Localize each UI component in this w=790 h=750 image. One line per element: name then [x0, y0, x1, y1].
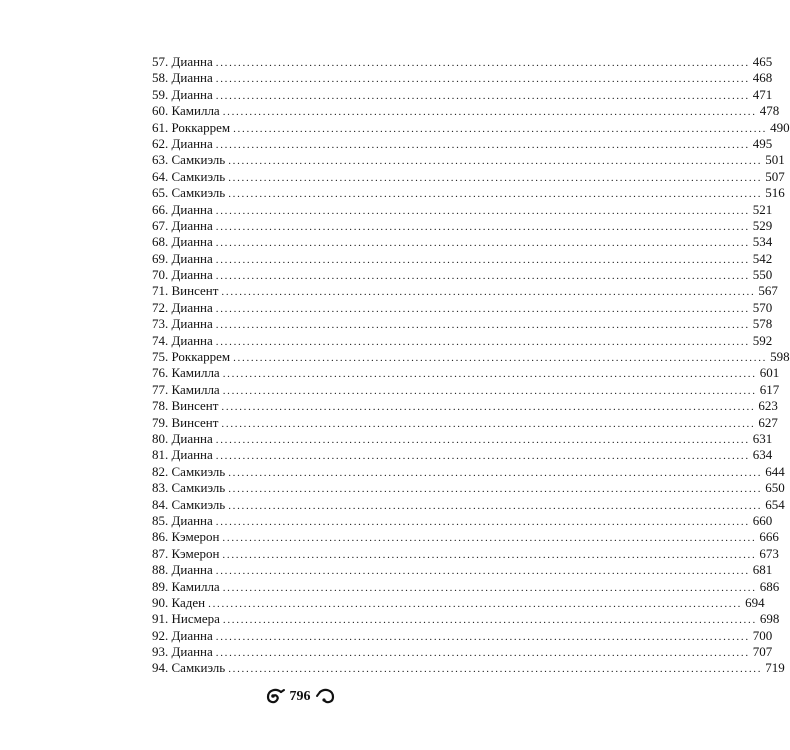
chapter-number: 66. — [152, 201, 169, 217]
page-footer — [0, 688, 600, 706]
toc-entry-label — [152, 169, 228, 185]
dot-leader: ........................................................................................................................ — [222, 581, 757, 594]
dot-leader: ........................................................................................................................ — [228, 466, 763, 479]
toc-entry-label — [152, 234, 216, 250]
chapter-number: 58. — [152, 70, 169, 86]
chapter-page-number: 592 — [752, 332, 773, 348]
dot-leader: ........................................................................................................................ — [215, 204, 750, 217]
toc-entry — [152, 529, 779, 545]
chapter-number: 57. — [152, 54, 169, 69]
chapter-title: Дианна — [171, 54, 213, 69]
toc-entry-label — [152, 579, 223, 595]
chapter-number: 90. — [152, 594, 169, 610]
dot-leader: ........................................................................................................................ — [215, 138, 750, 151]
chapter-page-number: 634 — [752, 447, 773, 463]
chapter-number: 81. — [152, 447, 169, 463]
chapter-title: Дианна — [171, 135, 213, 151]
toc-entry — [152, 168, 785, 185]
toc-entry — [152, 496, 785, 513]
chapter-page-number: 681 — [752, 562, 773, 578]
toc-entry-label — [152, 529, 222, 545]
dot-leader: ........................................................................................................................ — [221, 417, 756, 430]
chapter-page-number: 501 — [765, 152, 785, 168]
chapter-page-number: 660 — [752, 512, 773, 528]
chapter-page-number: 598 — [770, 349, 790, 365]
dot-leader: ........................................................................................................................ — [228, 483, 763, 496]
toc-entry — [152, 152, 785, 168]
chapter-title: Камилла — [171, 578, 220, 594]
chapter-number: 69. — [152, 250, 169, 266]
chapter-title: Дианна — [171, 316, 213, 332]
chapter-page-number: 694 — [745, 594, 765, 610]
chapter-page-number: 468 — [752, 70, 773, 86]
chapter-title: Самкиэль — [171, 660, 226, 676]
dot-leader: ........................................................................................................................ — [215, 253, 750, 266]
toc-entry — [152, 267, 773, 283]
chapter-title: Винсент — [171, 398, 219, 414]
toc-entry — [152, 611, 780, 627]
toc-entry-label — [152, 70, 216, 86]
toc-entry — [152, 201, 773, 218]
chapter-title: Самкиэль — [171, 480, 226, 496]
dot-leader: ........................................................................................................................ — [222, 384, 757, 397]
toc-entry-label — [152, 365, 223, 381]
chapter-title: Дианна — [171, 217, 213, 233]
chapter-page-number: 601 — [759, 365, 780, 381]
chapter-title: Дианна — [171, 430, 213, 446]
chapter-title: Нисмера — [171, 611, 220, 627]
chapter-page-number: 529 — [752, 217, 773, 233]
dot-leader: ........................................................................................................................ — [222, 106, 757, 119]
dot-leader: ........................................................................................................................ — [221, 286, 756, 299]
chapter-page-number: 700 — [752, 627, 773, 643]
toc-entry-label — [152, 480, 228, 496]
chapter-title: Винсент — [171, 414, 219, 430]
dot-leader: ........................................................................................................................ — [215, 57, 750, 69]
chapter-number: 79. — [152, 414, 169, 430]
chapter-title: Самкиэль — [171, 463, 226, 479]
chapter-number: 61. — [152, 119, 169, 135]
chapter-title: Самкиэль — [171, 168, 226, 184]
chapter-page-number: 495 — [752, 135, 773, 151]
toc-entry-label — [152, 398, 221, 414]
chapter-title: Каден — [171, 594, 206, 610]
chapter-page-number: 570 — [752, 299, 773, 315]
toc-entry — [152, 627, 773, 644]
chapter-number: 84. — [152, 496, 169, 512]
page-number: 796 — [289, 689, 311, 704]
toc-entry — [152, 234, 773, 250]
chapter-number: 63. — [152, 152, 169, 168]
chapter-title: Дианна — [171, 512, 213, 528]
chapter-page-number: 516 — [765, 185, 785, 201]
toc-entry — [152, 119, 790, 136]
chapter-number: 59. — [152, 86, 169, 102]
chapter-page-number: 465 — [752, 54, 773, 69]
chapter-page-number: 650 — [765, 480, 785, 496]
chapter-number: 94. — [152, 660, 169, 676]
chapter-title: Дианна — [171, 332, 213, 348]
chapter-title: Камилла — [171, 365, 220, 381]
chapter-title: Дианна — [171, 267, 213, 283]
chapter-number: 68. — [152, 234, 169, 250]
dot-leader: ........................................................................................................................ — [215, 237, 750, 250]
toc-entry — [152, 70, 773, 86]
toc-entry — [152, 250, 773, 267]
chapter-number: 78. — [152, 398, 169, 414]
chapter-page-number: 567 — [758, 283, 778, 299]
toc-entry-label — [152, 136, 216, 152]
chapter-number: 88. — [152, 562, 169, 578]
dot-leader: ........................................................................................................................ — [228, 499, 763, 512]
toc-entry — [152, 398, 778, 414]
toc-entry-label — [152, 562, 216, 578]
dot-leader: ........................................................................................................................ — [228, 171, 763, 184]
dot-leader: ........................................................................................................................ — [233, 122, 768, 135]
toc-entry — [152, 103, 780, 119]
toc-entry — [152, 332, 773, 349]
chapter-number: 60. — [152, 103, 169, 119]
toc-entry-label — [152, 660, 228, 676]
chapter-title: Дианна — [171, 562, 213, 578]
toc-entry-label — [152, 87, 216, 103]
toc-entry — [152, 185, 785, 201]
chapter-number: 93. — [152, 644, 169, 660]
toc-entry — [152, 349, 790, 365]
chapter-page-number: 478 — [759, 103, 780, 119]
toc-entry-label — [152, 611, 223, 627]
chapter-number: 89. — [152, 578, 169, 594]
chapter-number: 92. — [152, 627, 169, 643]
toc-entry — [152, 562, 773, 578]
toc-entry-label — [152, 431, 216, 447]
chapter-number: 72. — [152, 299, 169, 315]
toc-entry — [152, 512, 773, 529]
toc-entry-label — [152, 300, 216, 316]
chapter-page-number: 507 — [765, 168, 785, 184]
dot-leader: ........................................................................................................................ — [228, 663, 763, 676]
toc-entry-label — [152, 628, 216, 644]
chapter-number: 67. — [152, 217, 169, 233]
toc-entry — [152, 135, 773, 152]
toc-entry — [152, 594, 765, 611]
dot-leader: ........................................................................................................................ — [215, 433, 750, 446]
toc-entry-label — [152, 120, 233, 136]
chapter-title: Кэмерон — [171, 545, 220, 561]
chapter-page-number: 550 — [752, 267, 773, 283]
toc-entry-label — [152, 185, 228, 201]
toc-entry-label — [152, 513, 216, 529]
toc-entry-label — [152, 152, 228, 168]
dot-leader: ........................................................................................................................ — [233, 352, 768, 365]
chapter-page-number: 698 — [759, 611, 780, 627]
toc-entry-label — [152, 349, 233, 365]
dot-leader: ........................................................................................................................ — [215, 630, 750, 643]
chapter-number: 71. — [152, 283, 169, 299]
chapter-title: Роккаррем — [171, 349, 231, 365]
chapter-page-number: 542 — [752, 250, 773, 266]
chapter-title: Самкиэль — [171, 496, 226, 512]
dot-leader: ........................................................................................................................ — [215, 515, 750, 528]
chapter-page-number: 673 — [759, 545, 779, 561]
toc-entry-label — [152, 316, 216, 332]
chapter-page-number: 666 — [759, 529, 779, 545]
toc-entry — [152, 381, 780, 398]
dot-leader: ........................................................................................................................ — [215, 335, 750, 348]
chapter-page-number: 490 — [770, 119, 790, 135]
chapter-page-number: 631 — [752, 430, 773, 446]
toc-entry — [152, 578, 780, 595]
dot-leader: ........................................................................................................................ — [228, 188, 763, 201]
chapter-title: Дианна — [171, 201, 213, 217]
chapter-title: Дианна — [171, 627, 213, 643]
toc-entry — [152, 480, 785, 496]
toc-entry — [152, 414, 778, 431]
toc-entry-label — [152, 595, 208, 611]
dot-leader: ........................................................................................................................ — [222, 368, 757, 381]
chapter-page-number: 719 — [765, 660, 785, 676]
chapter-number: 82. — [152, 463, 169, 479]
chapter-title: Дианна — [171, 70, 213, 86]
chapter-number: 80. — [152, 430, 169, 446]
chapter-number: 77. — [152, 381, 169, 397]
dot-leader: ........................................................................................................................ — [215, 89, 750, 102]
dot-leader: ........................................................................................................................ — [221, 401, 756, 414]
dot-leader: ........................................................................................................................ — [215, 302, 750, 315]
chapter-title: Дианна — [171, 234, 213, 250]
toc-entry — [152, 299, 773, 316]
chapter-number: 73. — [152, 316, 169, 332]
dot-leader: ........................................................................................................................ — [215, 319, 750, 332]
chapter-number: 65. — [152, 185, 169, 201]
chapter-title: Дианна — [171, 447, 213, 463]
chapter-number: 64. — [152, 168, 169, 184]
toc-entry-label — [152, 267, 216, 283]
chapter-page-number: 654 — [765, 496, 785, 512]
chapter-title: Камилла — [171, 103, 220, 119]
chapter-number: 85. — [152, 512, 169, 528]
toc-entry — [152, 447, 773, 463]
dot-leader: ........................................................................................................................ — [222, 532, 757, 545]
toc-entry — [152, 283, 778, 299]
chapter-page-number: 534 — [752, 234, 773, 250]
chapter-number: 70. — [152, 267, 169, 283]
chapter-page-number: 578 — [752, 316, 773, 332]
toc-entry-label — [152, 103, 223, 119]
toc-entry-label — [152, 251, 216, 267]
toc-entry — [152, 644, 773, 660]
dot-leader: ........................................................................................................................ — [215, 73, 750, 86]
chapter-number: 76. — [152, 365, 169, 381]
chapter-page-number: 627 — [758, 414, 778, 430]
toc-entry — [152, 217, 773, 234]
chapter-page-number: 521 — [752, 201, 773, 217]
chapter-page-number: 617 — [759, 381, 780, 397]
chapter-number: 86. — [152, 529, 169, 545]
dot-leader: ........................................................................................................................ — [215, 270, 750, 283]
toc-entry-label — [152, 202, 216, 218]
toc-entry — [152, 365, 780, 381]
dot-leader: ........................................................................................................................ — [222, 548, 757, 561]
toc-entry-label — [152, 644, 216, 660]
chapter-title: Роккаррем — [171, 119, 231, 135]
toc-entry-label — [152, 382, 223, 398]
right-swirl-ornament-icon — [315, 688, 337, 706]
chapter-page-number: 707 — [752, 644, 773, 660]
toc-entry — [152, 545, 779, 562]
toc-entry — [152, 54, 773, 70]
chapter-number: 91. — [152, 611, 169, 627]
dot-leader: ........................................................................................................................ — [208, 597, 743, 610]
toc-entry — [152, 430, 773, 447]
chapter-title: Дианна — [171, 250, 213, 266]
chapter-title: Камилла — [171, 381, 220, 397]
dot-leader: ........................................................................................................................ — [215, 450, 750, 463]
chapter-page-number: 686 — [759, 578, 780, 594]
dot-leader: ........................................................................................................................ — [215, 565, 750, 578]
toc-entry-label — [152, 218, 216, 234]
chapter-page-number: 471 — [752, 86, 773, 102]
chapter-title: Кэмерон — [171, 529, 220, 545]
chapter-number: 74. — [152, 332, 169, 348]
chapter-number: 75. — [152, 349, 169, 365]
toc-entry-label — [152, 546, 222, 562]
table-of-contents — [152, 54, 790, 677]
chapter-page-number: 644 — [765, 463, 785, 479]
chapter-number: 87. — [152, 545, 169, 561]
chapter-title: Винсент — [171, 283, 219, 299]
toc-entry-label — [152, 415, 221, 431]
dot-leader: ........................................................................................................................ — [215, 220, 750, 233]
toc-entry-label — [152, 447, 216, 463]
toc-entry — [152, 463, 785, 480]
chapter-title: Самкиэль — [171, 185, 226, 201]
chapter-title: Дианна — [171, 644, 213, 660]
chapter-number: 83. — [152, 480, 169, 496]
toc-entry-label — [152, 464, 228, 480]
dot-leader: ........................................................................................................................ — [228, 155, 763, 168]
toc-entry-label — [152, 333, 216, 349]
toc-entry-label — [152, 497, 228, 513]
toc-entry-label — [152, 54, 216, 70]
dot-leader: ........................................................................................................................ — [222, 614, 757, 627]
dot-leader: ........................................................................................................................ — [215, 647, 750, 660]
left-swirl-ornament-icon — [264, 688, 286, 706]
chapter-title: Самкиэль — [171, 152, 226, 168]
toc-entry — [152, 86, 773, 103]
chapter-title: Дианна — [171, 86, 213, 102]
chapter-number: 62. — [152, 135, 169, 151]
chapter-title: Дианна — [171, 299, 213, 315]
chapter-page-number: 623 — [758, 398, 778, 414]
toc-entry — [152, 316, 773, 332]
toc-entry-label — [152, 283, 221, 299]
toc-entry — [152, 660, 785, 676]
